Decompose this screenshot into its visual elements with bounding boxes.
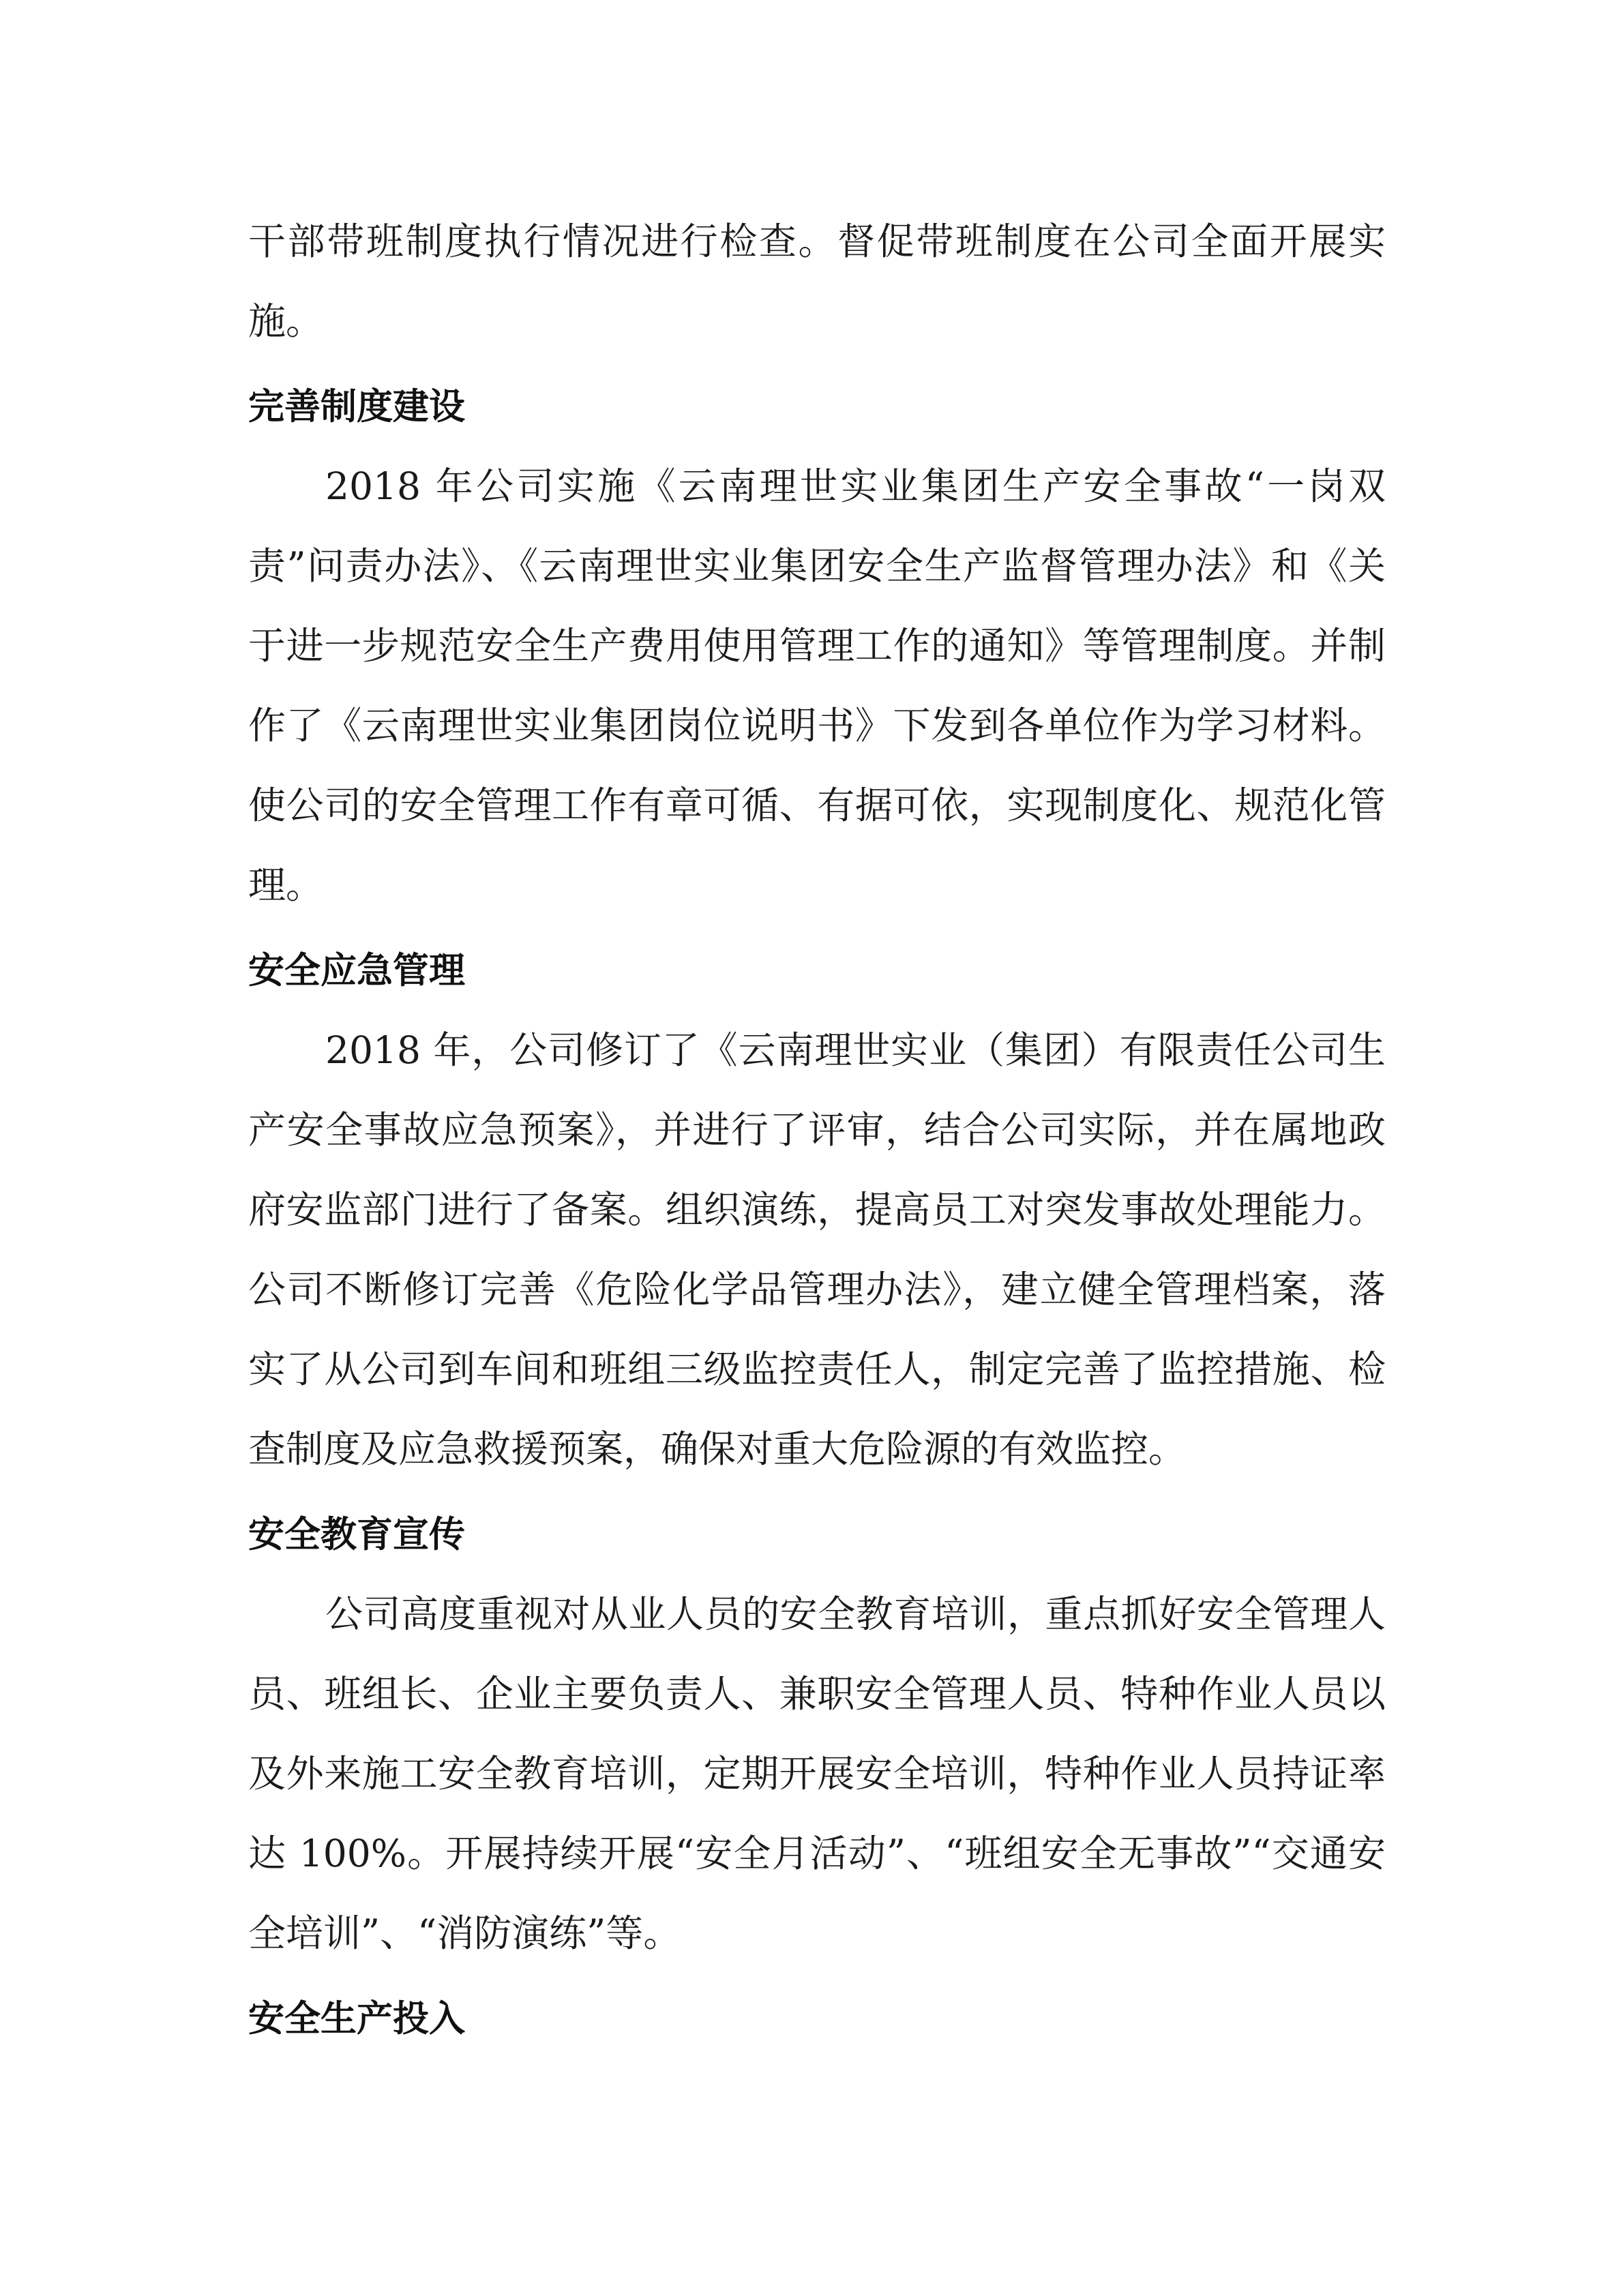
section-paragraph: 公司高度重视对从业人员的安全教育培训，重点抓好安全管理人员、班组长、企业主要负责人、兼职安全管理人员、特种作业人员以及外来施工安全教育培训，定期开展安全培训，特种作业人员持证率达 100%。开展持续开展“安全月活动”、“班组安全无事故”“交通安全培训”、“消防演练”等。 xyxy=(248,1592,1386,1955)
continuation-paragraph: 干部带班制度执行情况进行检查。督促带班制度在公司全面开展实施。 xyxy=(248,220,1386,343)
section-paragraph: 2018 年，公司修订了《云南理世实业（集团）有限责任公司生产安全事故应急预案》，并进行了评审，结合公司实际，并在属地政府安监部门进行了备案。组织演练，提高员工对突发事故处理能力。公司不断修订完善《危险化学品管理办法》，建立健全管理档案，落实了从公司到车间和班组三级监控责任人，制定完善了监控措施、检查制度及应急救援预案，确保对重大危险源的有效监控。 xyxy=(248,1028,1386,1471)
section-heading: 安全应急管理 xyxy=(248,950,465,992)
spacer xyxy=(248,925,1386,931)
spacer xyxy=(248,1489,1386,1495)
spacer xyxy=(248,361,1386,367)
section-heading: 安全教育宣传 xyxy=(248,1514,465,1555)
section-heading: 安全生产投入 xyxy=(248,1998,465,2040)
page-content xyxy=(248,202,1386,2059)
spacer xyxy=(248,1973,1386,1979)
section-heading: 完善制度建设 xyxy=(248,386,465,428)
section-paragraph: 2018 年公司实施《云南理世实业集团生产安全事故“一岗双责”问责办法》、《云南理世实业集团安全生产监督管理办法》和《关于进一步规范安全生产费用使用管理工作的通知》等管理制度。并制作了《云南理世实业集团岗位说明书》下发到各单位作为学习材料。使公司的安全管理工作有章可循、有据可依，实现制度化、规范化管理。 xyxy=(248,464,1386,907)
